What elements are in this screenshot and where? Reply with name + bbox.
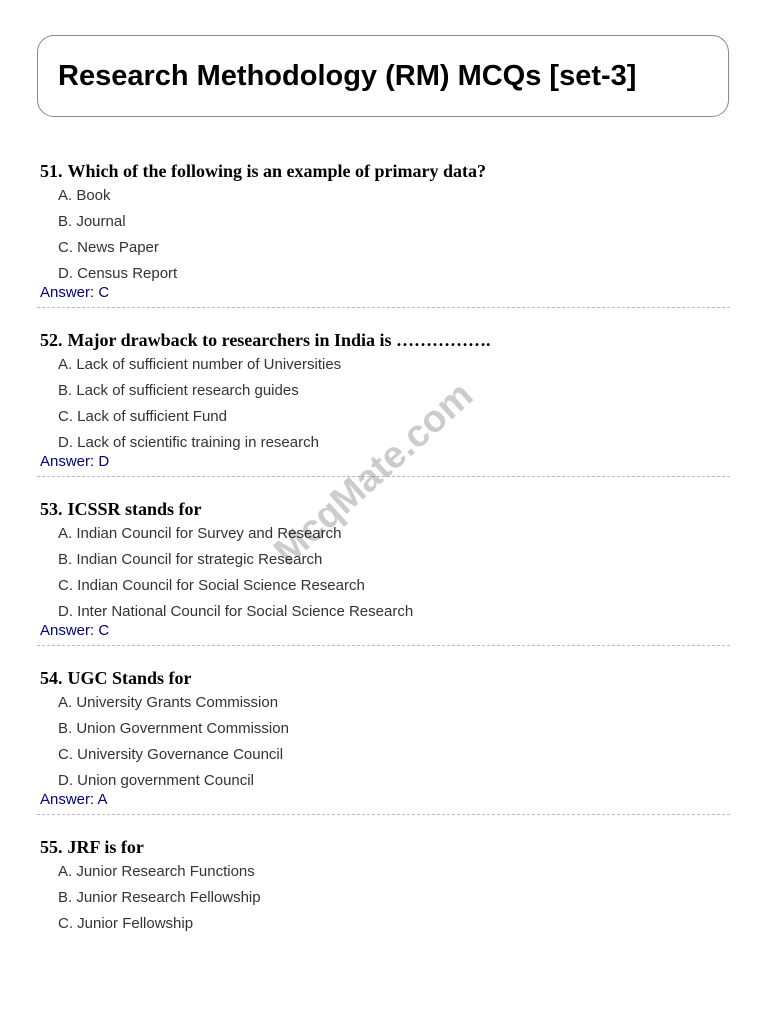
question-block [40, 499, 730, 639]
question-text [40, 837, 730, 857]
question-block [40, 161, 730, 301]
question-text [40, 668, 730, 688]
question-block [40, 837, 730, 933]
option-a: A. Book [58, 187, 111, 204]
question-divider [37, 814, 730, 815]
answer-text: Answer: C [40, 284, 110, 301]
option-a: A. Indian Council for Survey and Research [58, 525, 342, 542]
question-block [40, 330, 730, 470]
option-d: D. Census Report [58, 265, 178, 282]
option-b: B. Union Government Commission [58, 720, 289, 737]
answer-text: Answer: D [40, 453, 110, 470]
option-a: A. University Grants Commission [58, 694, 279, 711]
option-d: D. Lack of scientific training in research [58, 434, 319, 451]
question-number: 54. [40, 668, 63, 688]
question-block [40, 668, 730, 808]
question-text [40, 499, 730, 519]
question-number: 52. [40, 330, 63, 350]
option-b: B. Journal [58, 213, 126, 230]
option-d: D. Union government Council [58, 772, 254, 789]
watermark: McqMate.com [266, 373, 482, 574]
option-b: B. Indian Council for strategic Research [58, 551, 323, 568]
question-text [40, 330, 730, 350]
options-list [40, 863, 730, 933]
question-label: JRF is for [67, 837, 144, 857]
option-c: C. Lack of sufficient Fund [58, 408, 227, 425]
question-text [40, 161, 730, 181]
title-box [37, 35, 729, 117]
page-title: Research Methodology (RM) MCQs [set-3] [58, 60, 637, 92]
answer-text: Answer: C [40, 622, 110, 639]
options-list [40, 694, 730, 790]
question-label: ICSSR stands for [67, 499, 202, 519]
options-list [40, 187, 730, 283]
question-label: Major drawback to researchers in India is ……………. [67, 330, 491, 350]
option-b: B. Lack of sufficient research guides [58, 382, 299, 399]
option-c: C. Indian Council for Social Science Research [58, 577, 365, 594]
question-divider [37, 476, 730, 477]
option-c: C. University Governance Council [58, 746, 284, 763]
option-d: D. Inter National Council for Social Science Research [58, 603, 414, 620]
question-label: Which of the following is an example of primary data? [67, 161, 486, 181]
options-list [40, 525, 730, 621]
question-number: 55. [40, 837, 63, 857]
question-number: 53. [40, 499, 63, 519]
question-number: 51. [40, 161, 63, 181]
option-a: A. Junior Research Functions [58, 863, 255, 880]
question-divider [37, 645, 730, 646]
options-list [40, 356, 730, 452]
question-divider [37, 307, 730, 308]
option-c: C. Junior Fellowship [58, 915, 194, 932]
option-c: C. News Paper [58, 239, 159, 256]
question-label: UGC Stands for [67, 668, 192, 688]
option-a: A. Lack of sufficient number of Universities [58, 356, 342, 373]
option-b: B. Junior Research Fellowship [58, 889, 261, 906]
answer-text: Answer: A [40, 791, 108, 808]
